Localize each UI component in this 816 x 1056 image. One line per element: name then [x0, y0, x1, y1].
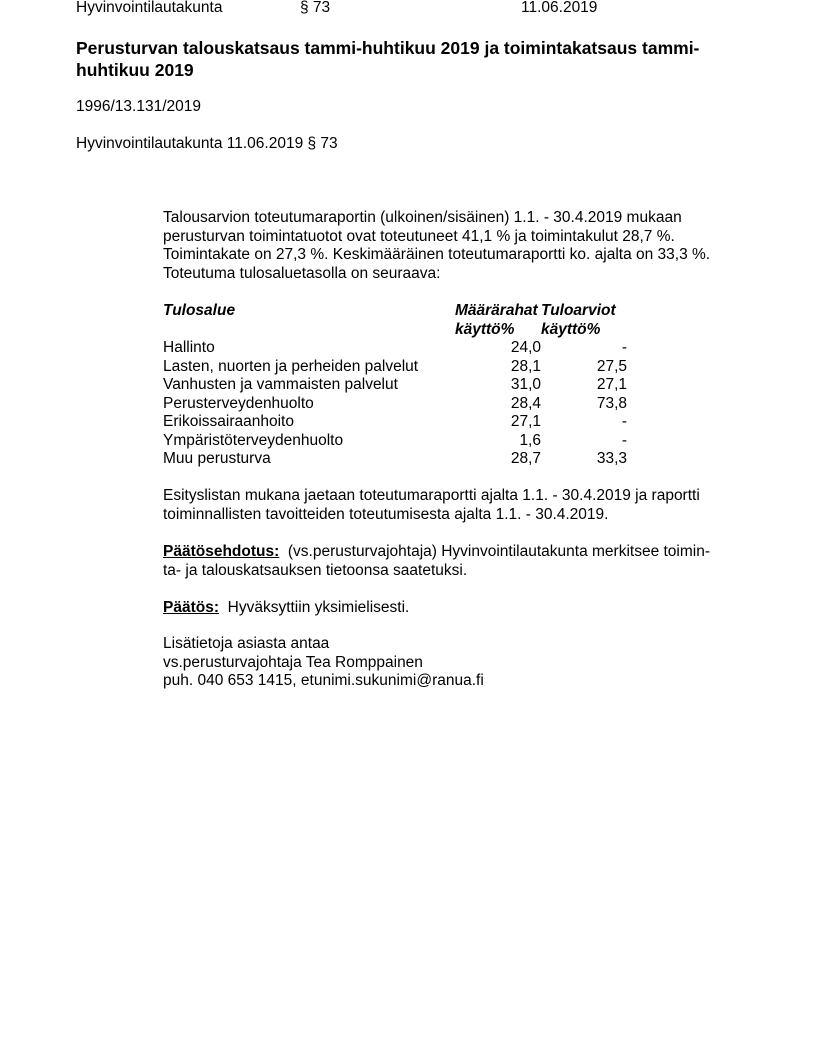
attachment-line: Esityslistan mukana jaetaan toteutumaraportti ajalta 1.1. - 30.4.2019 ja raportti: [163, 487, 700, 504]
col-header-tulosalue: Tulosalue: [163, 302, 236, 319]
diary-number: 1996/13.131/2019: [76, 98, 201, 115]
table-row: Perusterveydenhuolto 28,4 73,8: [163, 394, 627, 412]
col-header-tuloarviot: Tuloarviot käyttö%: [541, 302, 616, 338]
proposal-label: Päätösehdotus:: [163, 543, 280, 560]
intro-paragraph: [163, 209, 763, 283]
table-header-row: [163, 302, 627, 339]
header-date: 11.06.2019: [521, 0, 598, 16]
header-section: § 73: [300, 0, 331, 16]
proposal-paragraph: [163, 543, 763, 580]
contact-line: vs.perusturvajohtaja Tea Romppainen: [163, 653, 423, 671]
attachment-paragraph: [163, 487, 763, 524]
meeting-reference: Hyvinvointilautakunta 11.06.2019 § 73: [76, 135, 338, 152]
contact-paragraph: [163, 635, 763, 691]
table-row: Muu perusturva 28,7 33,3: [163, 450, 627, 467]
decision-text: Hyväksyttiin yksimielisesti.: [227, 599, 410, 616]
contact-line: puh. 040 653 1415, etunimi.sukunimi@ranua.fi: [163, 672, 484, 689]
table-row: Lasten, nuorten ja perheiden palvelut 28,1 27,5: [163, 357, 627, 375]
table-row: Erikoissairaanhoito 27,1 -: [163, 413, 627, 430]
intro-line: perusturvan toimintatuotot ovat toteutuneet 41,1 % ja toimintakulut 28,7 %.: [163, 227, 675, 245]
page-title: Perusturvan talouskatsaus tammi-huhtikuu 2019 ja toimintakatsaus tammi-huhtikuu 2019: [76, 38, 700, 80]
contact-line: Lisätietoja asiasta antaa: [163, 635, 330, 652]
decision-label: Päätös:: [163, 599, 219, 616]
proposal-text-line2: ta- ja talouskatsauksen tietoonsa saatetuksi.: [163, 561, 468, 579]
proposal-text-line1: (vs.perusturvajohtaja) Hyvinvointilautakunta merkitsee toimin-: [287, 543, 711, 560]
col-header-maararahat: Määrärahat käyttö%: [455, 302, 538, 338]
attachment-line: toiminnallisten tavoitteiden toteutumisesta ajalta 1.1. - 30.4.2019.: [163, 505, 609, 523]
table-row: Hallinto 24,0 -: [163, 339, 627, 356]
decision-paragraph: [163, 599, 763, 618]
intro-line: Toimintakate on 27,3 %. Keskimääräinen toteutumaraportti ko. ajalta on 33,3 %.: [163, 246, 711, 263]
table-row: Vanhusten ja vammaisten palvelut 31,0 27,1: [163, 376, 627, 393]
header-committee: Hyvinvointilautakunta: [76, 0, 223, 16]
intro-line: Toteutuma tulosaluetasolla on seuraava:: [163, 264, 441, 282]
results-table: [163, 302, 627, 469]
table-row: Ympäristöterveydenhuolto 1,6 -: [163, 431, 627, 449]
intro-line: Talousarvion toteutumaraportin (ulkoinen/sisäinen) 1.1. - 30.4.2019 mukaan: [163, 209, 682, 226]
